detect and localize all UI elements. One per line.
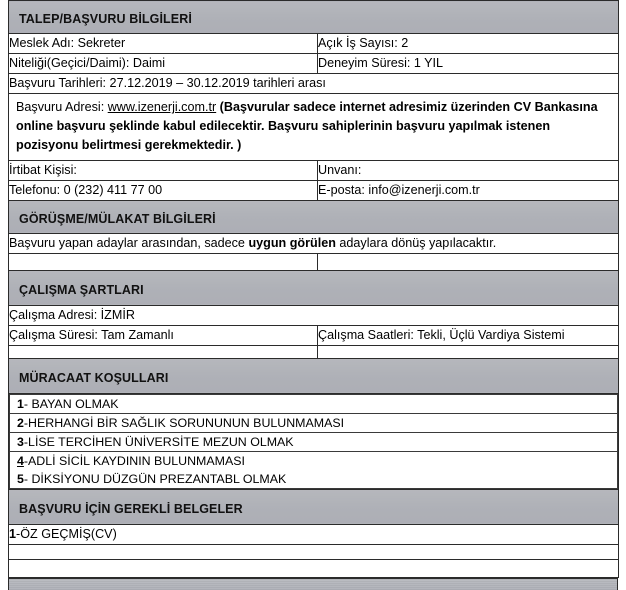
field-work-address bbox=[9, 305, 619, 325]
field-open-positions-text: Açık İş Sayısı: 2 bbox=[318, 36, 409, 50]
requirements-table bbox=[9, 394, 618, 489]
field-application-address bbox=[9, 94, 619, 161]
field-nature-text: Niteliği(Geçici/Daimi): Daimi bbox=[9, 56, 166, 70]
field-work-duration-text: Çalışma Süresi: Tam Zamanlı bbox=[9, 327, 174, 342]
section-header-interview bbox=[9, 200, 619, 233]
section-header-requirements bbox=[9, 358, 619, 393]
section-header-working-conditions bbox=[9, 270, 619, 305]
requirement-sep-2: - bbox=[23, 415, 29, 430]
table-row bbox=[9, 180, 619, 200]
requirement-text-4: ADLİ SİCİL KAYDININ BULUNMAMASI bbox=[28, 453, 245, 468]
field-email-text: E-posta: info@izenerji.com.tr bbox=[318, 182, 480, 197]
section-header-row-documents bbox=[9, 489, 619, 524]
list-item bbox=[10, 451, 618, 470]
interview-note-part1: Başvuru yapan adaylar arasından, sadece bbox=[9, 235, 249, 250]
field-work-hours bbox=[318, 325, 619, 345]
requirements-container bbox=[9, 393, 619, 489]
table-row bbox=[9, 345, 619, 358]
field-application-dates-text: Başvuru Tarihleri: 27.12.2019 – 30.12.2019 tarihleri arası bbox=[9, 76, 326, 90]
field-experience bbox=[318, 54, 619, 74]
document-text-1: ÖZ GEÇMİŞ(CV) bbox=[20, 526, 117, 541]
requirement-item-3 bbox=[10, 432, 618, 451]
table-row bbox=[9, 559, 619, 577]
document-num-1: 1 bbox=[9, 526, 17, 541]
field-open-positions bbox=[318, 34, 619, 54]
section-header-request-label: TALEP/BAŞVURU BİLGİLERİ bbox=[19, 12, 192, 26]
table-row bbox=[9, 253, 619, 270]
table-row bbox=[9, 305, 619, 325]
section-header-interview-label: GÖRÜŞME/MÜLAKAT BİLGİLERİ bbox=[19, 211, 216, 226]
list-item bbox=[10, 470, 618, 489]
application-form-table bbox=[8, 0, 619, 578]
table-row bbox=[9, 233, 619, 253]
field-application-address-note: (Başvurular sadece internet adresimiz üzerinden CV Bankasına online başvuru şeklinde kabul edilecektir. Başvuru sahiplerinin başvuru yapılmak istenen pozisyonu belirtmesi gerekmektedir. ) bbox=[16, 100, 598, 152]
field-job-title bbox=[9, 34, 318, 54]
requirement-num-5: 5 bbox=[17, 471, 24, 486]
requirement-num-2: 2 bbox=[17, 415, 24, 430]
section-header-cut-off bbox=[8, 578, 618, 590]
interview-empty-cell-left bbox=[9, 253, 318, 270]
field-work-hours-text: Çalışma Saatleri: Tekli, Üçlü Vardiya Sistemi bbox=[318, 327, 565, 342]
requirement-num-3: 3 bbox=[17, 434, 24, 449]
field-contact-title bbox=[318, 160, 619, 180]
requirement-num-4: 4 bbox=[17, 453, 24, 468]
field-contact-person-text: İrtibat Kişisi: bbox=[9, 162, 77, 177]
working-empty-cell-right bbox=[318, 345, 619, 358]
working-empty-cell-left bbox=[9, 345, 318, 358]
section-header-row-interview bbox=[9, 200, 619, 233]
requirement-num-1: 1 bbox=[17, 396, 24, 411]
field-work-duration bbox=[9, 325, 318, 345]
table-row bbox=[9, 160, 619, 180]
section-header-working-conditions-label: ÇALIŞMA ŞARTLARI bbox=[19, 282, 144, 297]
requirement-text-3: LİSE TERCİHEN ÜNİVERSİTE MEZUN OLMAK bbox=[28, 434, 294, 449]
field-job-title-text: Meslek Adı: Sekreter bbox=[9, 36, 126, 50]
table-row bbox=[9, 34, 619, 54]
field-nature bbox=[9, 54, 318, 74]
list-item bbox=[10, 394, 618, 413]
requirement-sep-1: - bbox=[23, 396, 32, 411]
field-experience-text: Deneyim Süresi: 1 YIL bbox=[318, 56, 444, 70]
interview-note-part2: adaylara dönüş yapılacaktır. bbox=[335, 235, 497, 250]
section-header-row-working-conditions bbox=[9, 270, 619, 305]
table-row bbox=[9, 54, 619, 74]
section-header-row-requirements bbox=[9, 358, 619, 393]
list-item bbox=[10, 432, 618, 451]
requirement-item-1 bbox=[10, 394, 618, 413]
table-row bbox=[9, 74, 619, 94]
requirement-item-2 bbox=[10, 413, 618, 432]
requirement-sep-3: - bbox=[23, 434, 29, 449]
interview-note-emphasis: uygun görülen bbox=[248, 235, 336, 250]
table-row bbox=[9, 94, 619, 161]
list-item bbox=[10, 413, 618, 432]
requirement-item-4 bbox=[10, 451, 618, 470]
document-item-2 bbox=[9, 544, 619, 559]
interview-empty-cell-right bbox=[318, 253, 619, 270]
requirement-text-2: HERHANGİ BİR SAĞLIK SORUNUNUN BULUNMAMASI bbox=[28, 415, 345, 430]
table-row bbox=[9, 325, 619, 345]
table-row bbox=[9, 524, 619, 544]
section-header-row-request bbox=[9, 1, 619, 34]
document-sep-1: - bbox=[16, 526, 21, 541]
requirement-item-5 bbox=[10, 470, 618, 489]
field-contact-person bbox=[9, 160, 318, 180]
interview-note bbox=[9, 233, 619, 253]
document-item-3 bbox=[9, 559, 619, 577]
section-header-documents-label: BAŞVURU İÇİN GEREKLİ BELGELER bbox=[19, 501, 243, 516]
field-phone bbox=[9, 180, 318, 200]
field-work-address-text: Çalışma Adresi: İZMİR bbox=[9, 307, 135, 322]
document-item-1 bbox=[9, 524, 619, 544]
table-row bbox=[9, 393, 619, 489]
field-application-dates bbox=[9, 74, 619, 94]
application-address-link[interactable]: www.izenerji.com.tr bbox=[107, 100, 217, 114]
section-header-requirements-label: MÜRACAAT KOŞULLARI bbox=[19, 370, 169, 385]
field-application-address-label: Başvuru Adresi: bbox=[16, 100, 105, 114]
requirements-table-body bbox=[10, 394, 618, 488]
requirement-sep-5: - bbox=[23, 471, 32, 486]
section-header-request bbox=[9, 1, 619, 34]
field-contact-title-text: Unvanı: bbox=[318, 162, 362, 177]
field-phone-text: Telefonu: 0 (232) 411 77 00 bbox=[9, 182, 163, 197]
section-header-documents bbox=[9, 489, 619, 524]
requirement-sep-4: - bbox=[23, 453, 29, 468]
table-row bbox=[9, 544, 619, 559]
requirement-text-5: DİKSİYONU DÜZGÜN PREZANTABL OLMAK bbox=[31, 471, 287, 486]
field-email bbox=[318, 180, 619, 200]
requirement-text-1: BAYAN OLMAK bbox=[31, 396, 119, 411]
